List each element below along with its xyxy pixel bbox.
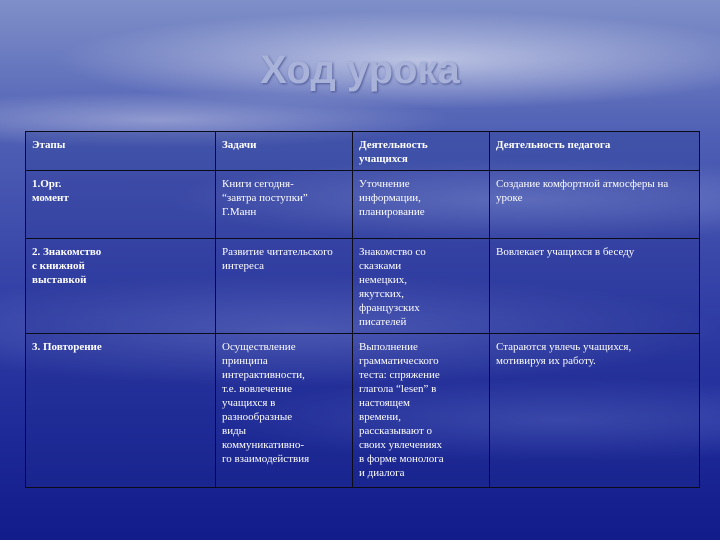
cell-student-activity: Уточнение информации, планирование bbox=[353, 171, 490, 239]
cell-teacher-activity: Стараются увлечь учащихся, мотивируя их работу. bbox=[490, 334, 700, 488]
table-row bbox=[26, 239, 700, 334]
cell-teacher-activity: Создание комфортной атмосферы на уроке bbox=[490, 171, 700, 239]
cell-stage: 2. Знакомство с книжной выставкой bbox=[26, 239, 216, 334]
cell-tasks: Развитие читательского интереса bbox=[216, 239, 353, 334]
header-teacher-activity: Деятельность педагога bbox=[490, 132, 700, 171]
cell-stage: 3. Повторение bbox=[26, 334, 216, 488]
header-tasks: Задачи bbox=[216, 132, 353, 171]
header-stages: Этапы bbox=[26, 132, 216, 171]
cell-teacher-activity: Вовлекает учащихся в беседу bbox=[490, 239, 700, 334]
cell-student-activity: Знакомство со сказками немецких, якутских, французских писателей bbox=[353, 239, 490, 334]
table-header-row bbox=[26, 132, 700, 171]
cell-student-activity: Выполнение грамматического теста: спряжение глагола “lesen” в настоящем времени, рассказывают о своих увлечениях в форме монолога и диалога bbox=[353, 334, 490, 488]
slide-title: Ход урока bbox=[260, 48, 460, 92]
header-student-activity: Деятельность учащихся bbox=[353, 132, 490, 171]
cell-tasks: Книги сегодня- “завтра поступки” Г.Манн bbox=[216, 171, 353, 239]
cell-tasks: Осуществление принципа интерактивности, т.е. вовлечение учащихся в разнообразные виды коммуникативно- го взаимодействия bbox=[216, 334, 353, 488]
table-row bbox=[26, 334, 700, 488]
lesson-plan-table bbox=[25, 131, 700, 488]
table-row bbox=[26, 171, 700, 239]
cell-stage: 1.Орг. момент bbox=[26, 171, 216, 239]
